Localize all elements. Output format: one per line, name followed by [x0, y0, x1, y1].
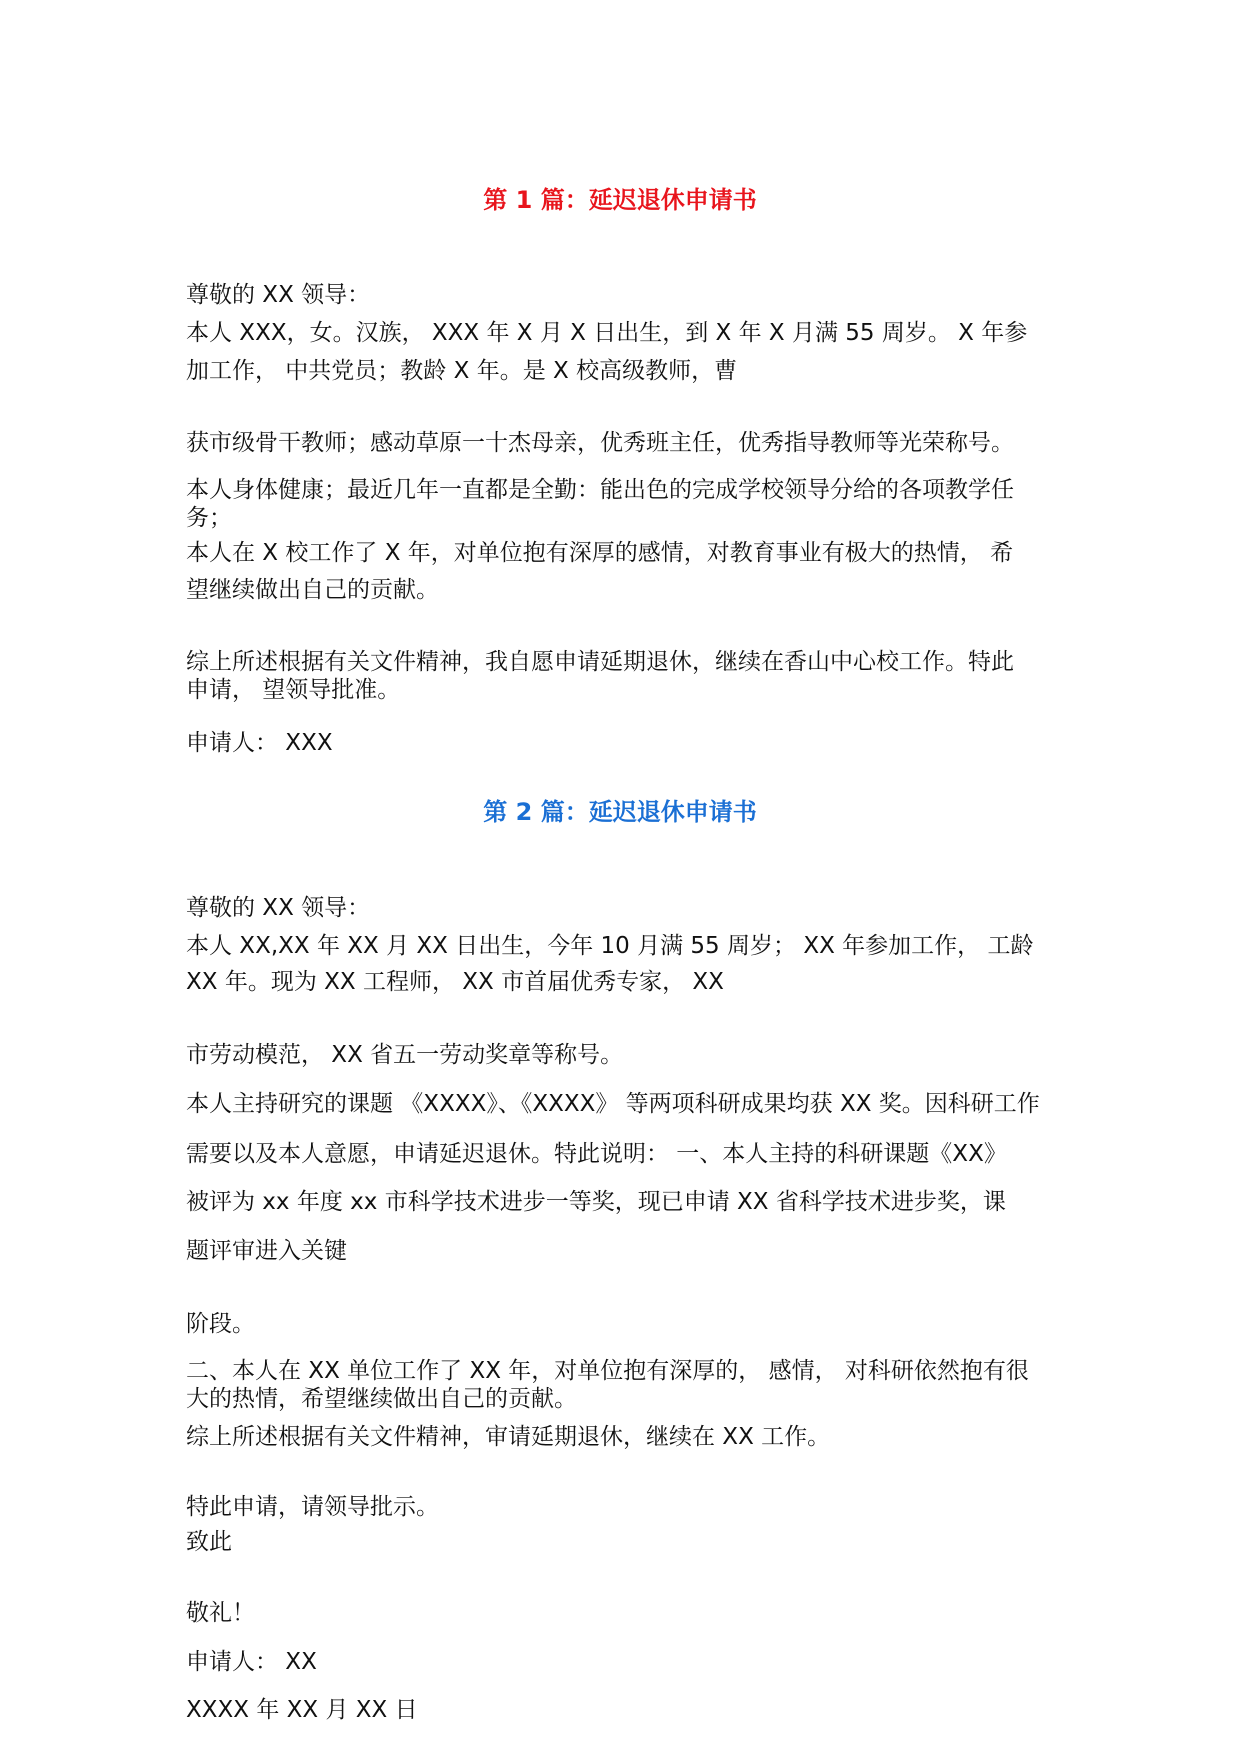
- article-2-line: 需要以及本人意愿，申请延迟退休。特此说明： 一、本人主持的科研课题《XX》: [186, 1141, 1007, 1167]
- article-1-line: 加工作， 中共党员；教龄 X 年。是 X 校高级教师，曹: [186, 358, 738, 384]
- article-2-line: 本人主持研究的课题 《XXXX》、《XXXX》 等两项科研成果均获 XX 奖。因科研工作: [186, 1091, 1040, 1117]
- article-2-line: XX 年。现为 XX 工程师， XX 市首届优秀专家， XX: [186, 969, 724, 995]
- article-1-line: 本人身体健康；最近几年一直都是全勤：能出色的完成学校领导分给的各项教学任: [186, 477, 1014, 503]
- article-1-line: 本人在 X 校工作了 X 年，对单位抱有深厚的感情，对教育事业有极大的热情， 希: [186, 540, 1014, 566]
- article-2-date: XXXX 年 XX 月 XX 日: [186, 1697, 418, 1723]
- article-1-line: 申请， 望领导批准。: [186, 677, 401, 703]
- article-2-line: 综上所述根据有关文件精神，审请延期退休，继续在 XX 工作。: [186, 1424, 831, 1450]
- article-2-line: 被评为 xx 年度 xx 市科学技术进步一等奖，现已申请 XX 省科学技术进步奖，课: [186, 1189, 1006, 1215]
- article-2-line: 题评审进入关键: [186, 1238, 347, 1264]
- article-1-title: 第 1 篇：延迟退休申请书: [483, 186, 757, 214]
- article-2-line: 致此: [186, 1529, 232, 1555]
- article-1-line: 本人 XXX，女。汉族， XXX 年 X 月 X 日出生，到 X 年 X 月满 55 周岁。 X 年参: [186, 320, 1028, 346]
- article-1-line: 务；: [186, 505, 232, 531]
- article-2-line: 尊敬的 XX 领导：: [186, 895, 371, 921]
- article-2-line: 阶段。: [186, 1311, 255, 1337]
- article-2-signature: 申请人： XX: [186, 1649, 317, 1675]
- article-1-line: 望继续做出自己的贡献。: [186, 577, 439, 603]
- article-2-line: 大的热情，希望继续做出自己的贡献。: [186, 1386, 577, 1412]
- article-2-line: 特此申请，请领导批示。: [186, 1494, 439, 1520]
- article-2-title: 第 2 篇：延迟退休申请书: [483, 798, 757, 826]
- article-1-line: 尊敬的 XX 领导：: [186, 282, 371, 308]
- article-1-line: 获市级骨干教师；感动草原一十杰母亲，优秀班主任，优秀指导教师等光荣称号。: [186, 430, 1014, 456]
- article-2-line: 二、本人在 XX 单位工作了 XX 年，对单位抱有深厚的， 感情， 对科研依然抱有很: [186, 1358, 1029, 1384]
- article-1-line: 综上所述根据有关文件精神，我自愿申请延期退休，继续在香山中心校工作。特此: [186, 649, 1014, 675]
- article-2-line: 市劳动模范， XX 省五一劳动奖章等称号。: [186, 1042, 624, 1068]
- article-1-signature: 申请人： XXX: [186, 730, 333, 756]
- article-2-line: 本人 XX,XX 年 XX 月 XX 日出生，今年 10 月满 55 周岁； XX 年参加工作， 工龄: [186, 933, 1034, 959]
- article-2-closing: 敬礼！: [186, 1600, 255, 1626]
